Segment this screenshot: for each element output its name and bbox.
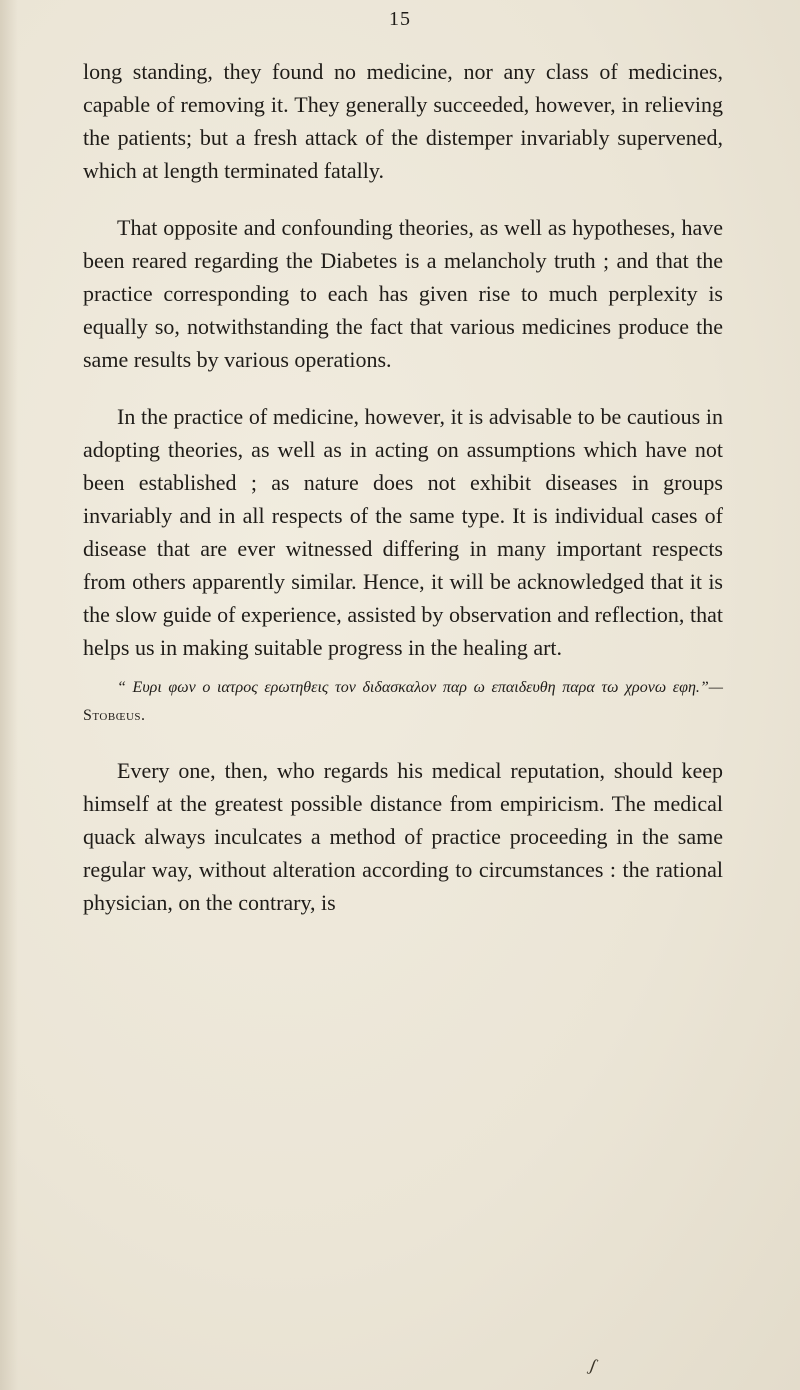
paragraph-4: Every one, then, who regards his medical reputation, should keep himself at the greatest possible distance from empiricism. The medical quack always inculcates a method of practice proceeding in the same regular way, without alteration according to circumstances : the rational physician, on the contrary, is bbox=[83, 758, 723, 915]
quotation-text: “ Ευρι φων ο ιατρος ερωτηθεις τον διδασκαλον παρ ω επαιδευθη παρα τω χρονω εφη.”— bbox=[117, 679, 723, 696]
greek-quotation bbox=[83, 674, 723, 730]
paragraph-1: long standing, they found no medicine, nor any class of medicines, capable of removing it. They generally succeeded, however, in relieving the patients; but a fresh attack of the distemper invariably supervened, which at length terminated fatally. bbox=[83, 59, 723, 183]
binding-shadow bbox=[0, 0, 18, 1390]
paragraph-2: That opposite and confounding theories, as well as hypotheses, have been reared regarding the Diabetes is a melancholy truth ; and that the practice corresponding to each has given rise to much perplexity is equally so, notwithstanding the fact that various medicines produce the same results by various operations. bbox=[83, 215, 723, 372]
page-number: 15 bbox=[389, 8, 411, 30]
stray-mark: ʃ bbox=[586, 1354, 600, 1376]
body-text bbox=[83, 55, 723, 919]
paragraph-3: In the practice of medicine, however, it is advisable to be cautious in adopting theories, as well as in acting on assumptions which have not been established ; as nature does not exhibit diseases in groups invariably and in all respects of the same type. It is individual cases of disease that are ever witnessed differing in many important respects from others apparently similar. Hence, it will be acknowledged that it is the slow guide of experience, assisted by observation and reflection, that helps us in making suitable progress in the healing art. bbox=[83, 404, 723, 660]
quotation-attribution: Stobœus. bbox=[83, 707, 146, 724]
